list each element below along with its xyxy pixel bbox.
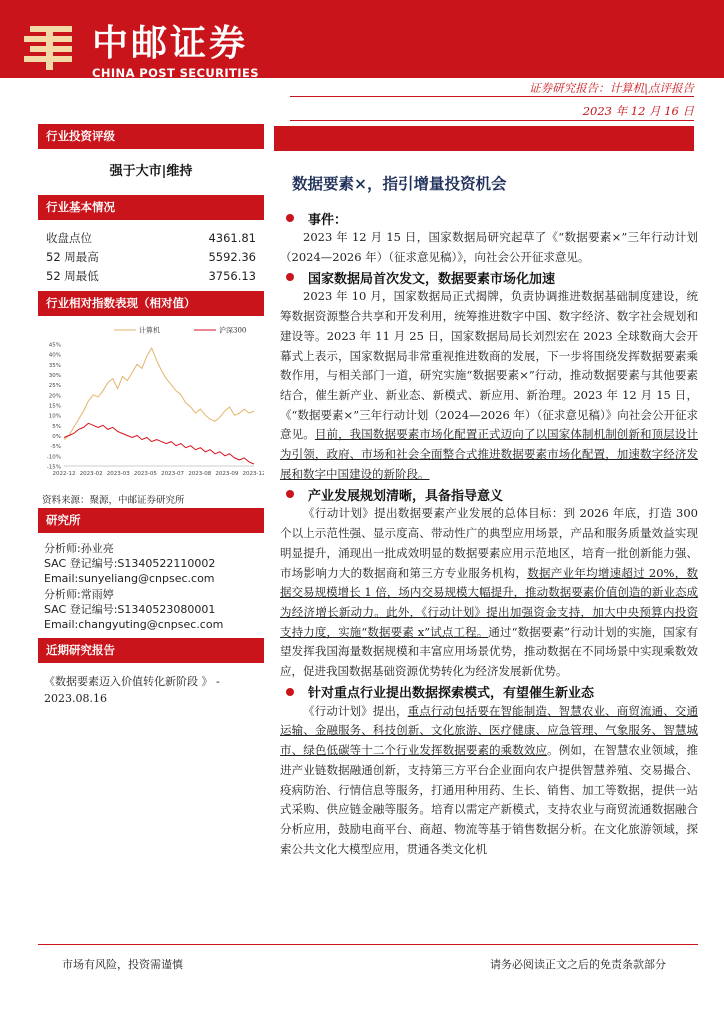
basic-info-row (38, 248, 264, 267)
series-line (64, 423, 254, 464)
y-tick-label: 5% (52, 423, 61, 430)
x-tick-label: 2023-02 (79, 471, 103, 477)
industry-rating: 强于大市|维持 (109, 164, 193, 179)
report-date: 2023 年 12 月 16 日 (582, 104, 694, 118)
y-tick-label: 35% (48, 362, 61, 369)
research-heading: 研究所 (38, 508, 264, 533)
chart-source: 资料来源：聚源，中邮证券研究所 (42, 495, 185, 506)
legend-label: 计算机 (139, 326, 160, 335)
title-bar (274, 126, 694, 151)
y-tick-label: -15% (46, 464, 61, 471)
section-paragraph: 2023 年 12 月 15 日，国家数据局研究起草了《“数据要素×”三年行动计划（2024—2026 年）（征求意见稿）》，向社会公开征求意见。 (280, 230, 698, 264)
section-heading (280, 484, 698, 504)
section-paragraph (280, 504, 698, 681)
legend-label: 沪深300 (219, 326, 247, 335)
basic-info-row (38, 267, 264, 286)
footer-divider (38, 944, 698, 945)
y-tick-label: 40% (48, 352, 61, 359)
paragraph-text: 通过“数据要素”行动计划的实施，国家有望发挥我国海量数据规模和丰富应用场景优势，推动数据在不同场景中实现乘数效应，促进我国数据基础资源优势转化为经济发展新优势。 (280, 624, 698, 679)
section-paragraph (280, 702, 698, 860)
relative-performance-chart (38, 316, 264, 486)
recent-report-title: 《数据要素迈入价值转化新阶段 》 - (44, 675, 220, 689)
y-tick-label: 0% (52, 434, 61, 440)
underlined-text: 重点行动包括要在智能制造、智慧农业、商贸流通、交通运输、金融服务、科技创新、文化旅游、医疗健康、应急管理、气象服务、智慧城市、绿色低碳等十二个行业发挥数据要素的乘数效应 (280, 703, 698, 758)
analyst-line: SAC 登记编号:S1340522110002 (44, 557, 216, 571)
x-tick-label: 2023-12 (242, 471, 264, 477)
rating-heading: 行业投资评级 (38, 124, 264, 149)
y-tick-label: 30% (48, 373, 61, 379)
x-tick-label: 2022-12 (52, 471, 76, 477)
brand-name-en: CHINA POST SECURITIES (92, 66, 259, 80)
underlined-text: 目前，我国数据要素市场化配置正式迈向了以国家体制机制创新和顶层设计为引领，政府、市场和社会全面整合式推进数据要素市场化配置，加速数字经济发展和数字中国建设的新阶段。 (280, 427, 698, 481)
x-tick-label: 2023-09 (215, 471, 239, 477)
bullet-icon (286, 490, 294, 498)
bullet-icon (286, 688, 294, 696)
section-heading-text: 针对重点行业提出数据探索模式，有望催生新业态 (308, 686, 595, 702)
basic-info-value: 5592.36 (208, 250, 256, 264)
x-tick-label: 2023-03 (106, 471, 130, 477)
analyst-email[interactable]: Email:changyuting@cnpsec.com (44, 618, 224, 632)
sidebar (38, 124, 264, 717)
disclaimer-notice[interactable]: 请务必阅读正文之后的免责条款部分 (490, 958, 666, 971)
section-heading (280, 267, 698, 287)
performance-chart-svg (38, 316, 264, 486)
basic-info-value: 4361.81 (208, 231, 256, 245)
section-heading (280, 682, 698, 702)
series-line (64, 348, 254, 440)
underlined-text: 数据产业年均增速超过 20%，数据交易规模增长 1 倍，场内交易规模大幅提升，推动数据要素价值创造的新业态成为经济增长新动力。此外，《行动计划》提出加强资金支持，加大中央预算内投资支持力度，实施“数据要素 x”试点工程。 (280, 565, 698, 639)
x-tick-label: 2023-07 (161, 471, 185, 477)
risk-notice: 市场有风险，投资需谨慎 (62, 958, 183, 971)
basic-info-label: 收盘点位 (46, 231, 92, 245)
section-heading-text: 事件： (308, 212, 348, 228)
report-type: 证券研究报告：计算机|点评报告 (529, 81, 694, 95)
x-tick-label: 2023-05 (133, 471, 157, 477)
header-divider-lower (290, 120, 694, 121)
y-tick-label: 15% (48, 403, 61, 410)
basic-info-label: 52 周最低 (46, 269, 99, 283)
report-title: 数据要素×，指引增量投资机会 (292, 174, 507, 193)
paragraph-text: 。例如，在智慧农业领域，推进产业链数据融通创新，支持第三方平台企业面向农户提供智慧养殖、交易撮合、疫病防治、行情信息等服务，打通用种用药、生长、销售、加工等数据，提供一站式采购、供应链金融等服务。培育以需定产新模式，支持农业与商贸流通数据融合分析应用，鼓励电商平台、商超、物流等基于销售数据分析。在文化旅游领域，探索公共文化大模型应用，贯通各类文化机 (280, 743, 699, 856)
basic-info-row (38, 229, 264, 248)
analyst-line: 分析师:孙业亮 (44, 542, 114, 555)
y-tick-label: 45% (48, 342, 61, 349)
recent-report-item[interactable] (38, 663, 264, 717)
x-tick-label: 2023-08 (188, 471, 212, 477)
brand-name-cn: 中邮证券 (92, 23, 249, 64)
section-heading-text: 产业发展规划清晰，具备指导意义 (308, 488, 504, 504)
analyst-info (38, 533, 264, 638)
y-tick-label: 20% (48, 393, 61, 400)
basic-info-label: 52 周最高 (46, 250, 99, 264)
section-heading-text: 国家数据局首次发文，数据要素市场化加速 (308, 271, 556, 287)
bullet-icon (286, 273, 294, 281)
analyst-line: SAC 登记编号:S1340523080001 (44, 602, 216, 616)
recent-report-date: 2023.08.16 (44, 692, 107, 706)
y-tick-label: 25% (48, 383, 61, 390)
paragraph-text: 2023 年 10 月，国家数据局正式揭牌，负责协调推进数据基础制度建设，统筹数据资源整合共享和开发利用，统筹推进数字中国、数字经济、数字社会规划和建设等。2023 年 11 月 25 日，国家数据局局长刘烈宏在 2023 全球数商大会开幕式上表示，国家数据局非常重视推进数商的发展，下一步将围绕发挥数据要素乘数作用，与相关部门一道，研究实施“数据要素×”行动，推动数据要素与其他要素结合，催生新产业、新业态、新模式、新应用、新治理。2023 年 12 月 15 日，《“数据要素×”三年行动计划（2024—2026 年）（征求意见稿）》向社会公开征求意见。 (280, 289, 698, 442)
header-divider (290, 96, 694, 97)
performance-heading: 行业相对指数表现（相对值） (38, 291, 264, 316)
analyst-email[interactable]: Email:sunyeliang@cnpsec.com (44, 572, 215, 586)
basic-info-value: 3756.13 (208, 269, 256, 283)
page-header (0, 0, 724, 78)
y-tick-label: 10% (48, 413, 61, 420)
paragraph-text: 《行动计划》提出， (303, 703, 408, 718)
analyst-line: 分析师:常雨婷 (44, 587, 114, 601)
paragraph-text: 《行动计划》提出数据要素产业发展的总体目标：到 2026 年底，打造 300 个以上示范性强、显示度高、带动性广的典型应用场景，产品和服务质量效益实现明显提升，涌现出一批成效明显的数据要素应用示范地区，培育一批创新能力强、市场影响力大的数据商和第三方专业服务机构， (280, 506, 698, 580)
section-heading (280, 208, 698, 228)
basic-info-list (38, 220, 264, 291)
china-post-logo-icon (22, 22, 80, 70)
section-paragraph (280, 287, 698, 484)
main-content (280, 208, 698, 859)
recent-reports-heading: 近期研究报告 (38, 638, 264, 663)
bullet-icon (286, 214, 294, 222)
basic-info-heading: 行业基本情况 (38, 195, 264, 220)
y-tick-label: -10% (46, 454, 61, 461)
y-tick-label: -5% (50, 444, 61, 451)
